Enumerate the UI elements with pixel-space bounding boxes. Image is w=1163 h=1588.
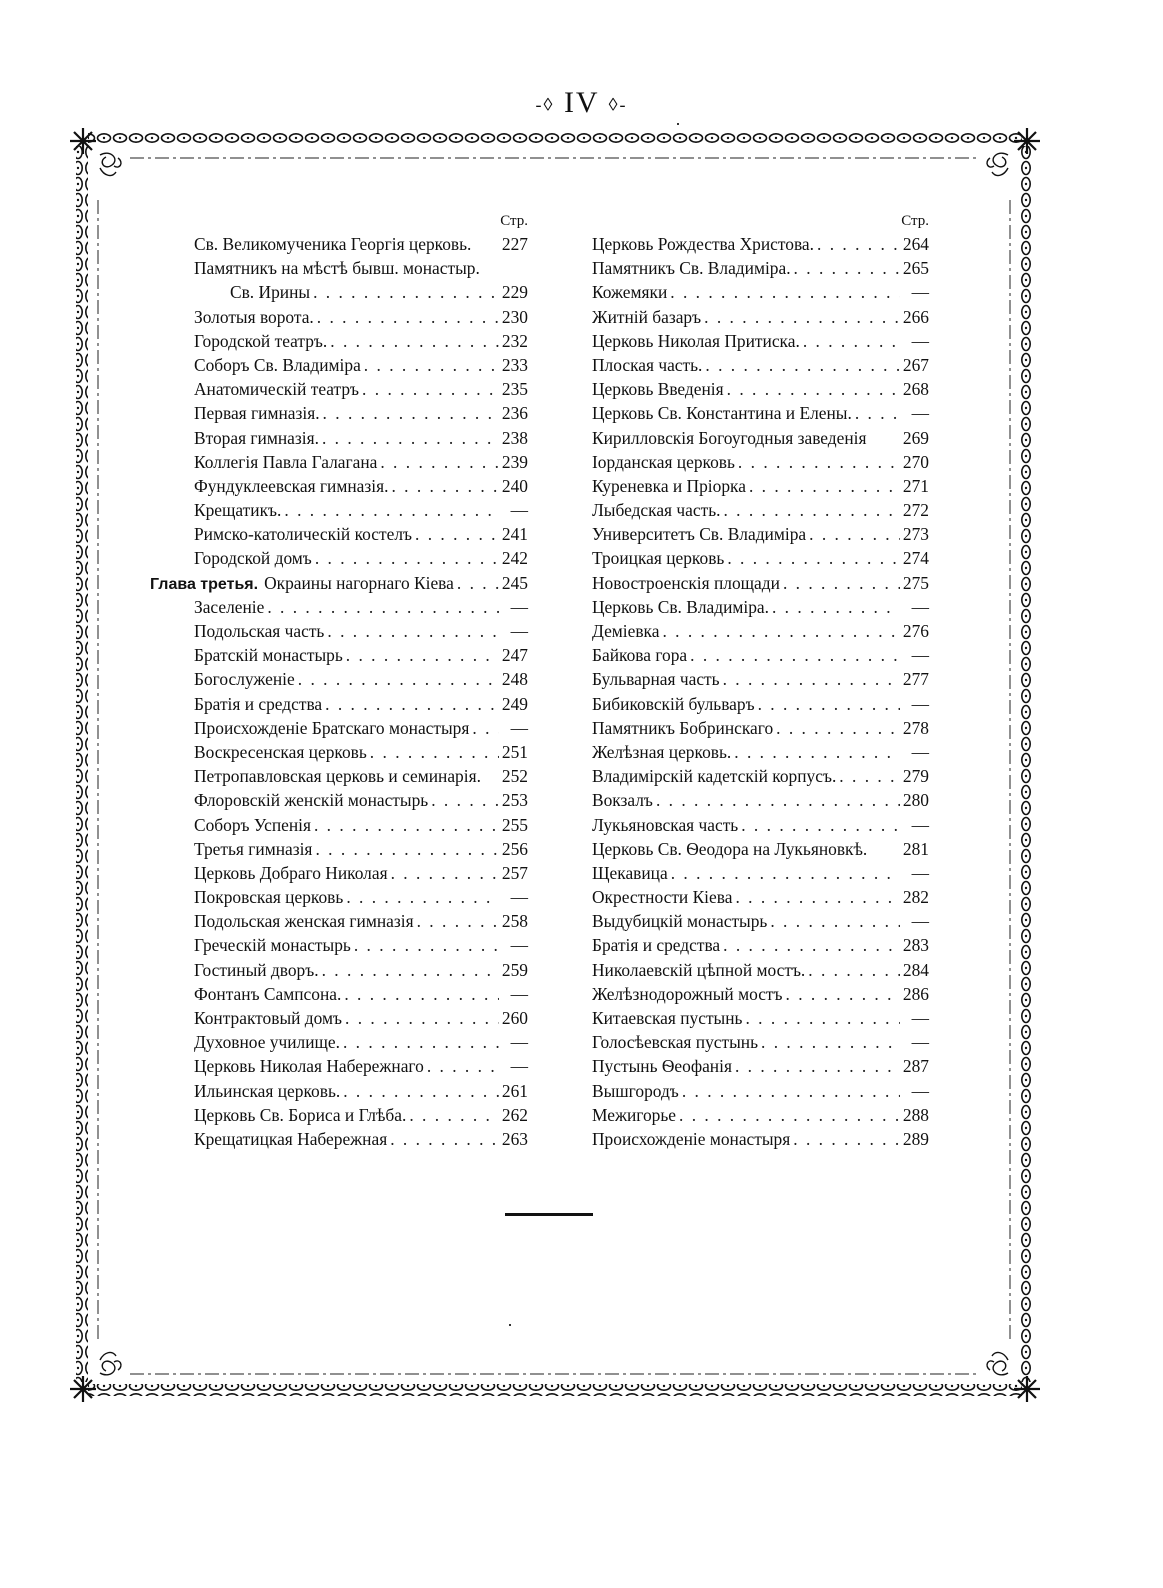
- toc-entry: Церковь Добраго Николая . . . 257: [150, 861, 528, 885]
- toc-entry: Братія и средства . . . 249: [150, 692, 528, 716]
- frame-left-chain: [76, 146, 88, 1382]
- toc-entry: Деміевка . . . 276: [592, 619, 929, 643]
- toc-entry: Коллегія Павла Галагана . . . 239: [150, 450, 528, 474]
- toc-entry: Контрактовый домъ . . . 260: [150, 1006, 528, 1030]
- toc-entry: Подольская часть . . . —: [150, 619, 528, 643]
- toc-entry: Соборъ Св. Владиміра . . . 233: [150, 353, 528, 377]
- toc-entry: Выдубицкій монастырь . . . —: [592, 909, 929, 933]
- toc-entry: Желѣзная церковь. . . . —: [592, 740, 929, 764]
- toc-entry: Богослуженіе . . . 248: [150, 667, 528, 691]
- ornament-left: -◊: [535, 94, 555, 115]
- toc-entry: Житній базаръ . . . 266: [592, 305, 929, 329]
- frame-bottom-chain: [88, 1384, 1022, 1396]
- toc-entry: Троицкая церковь . . . 274: [592, 546, 929, 570]
- toc-column-right: [592, 210, 929, 1151]
- toc-entry: Желѣзнодорожный мостъ . . . 286: [592, 982, 929, 1006]
- toc-entry: Городской театръ. . . . 232: [150, 329, 528, 353]
- toc-entry: Вокзалъ . . . 280: [592, 788, 929, 812]
- toc-entry: Бибиковскій бульваръ . . . —: [592, 692, 929, 716]
- toc-entry: Памятникъ Св. Владиміра. . . . 265: [592, 256, 929, 280]
- toc-entry: Третья гимназія . . . 256: [150, 837, 528, 861]
- toc-entry: Церковь Св. Владиміра. . . . —: [592, 595, 929, 619]
- toc-entry: Церковь Св. Константина и Елены. . . . —: [592, 401, 929, 425]
- toc-entry: Владимірскій кадетскій корпусъ. . . . 279: [592, 764, 929, 788]
- toc-entry: Николаевскій цѣпной мостъ. . . . 284: [592, 958, 929, 982]
- frame-top-chain: [88, 132, 1022, 144]
- toc-entry: Соборъ Успенія . . . 255: [150, 813, 528, 837]
- toc-entry: Происхожденіе Братскаго монастыря . . . —: [150, 716, 528, 740]
- toc-entry: Первая гимназія. . . . 236: [150, 401, 528, 425]
- toc-entry: Крещатицкая Набережная . . . 263: [150, 1127, 528, 1151]
- toc-entry: Кожемяки . . . —: [592, 280, 929, 304]
- toc-entry: Вышгородъ . . . —: [592, 1079, 929, 1103]
- toc-entry: Бульварная часть . . . 277: [592, 667, 929, 691]
- toc-entry: Церковь Николая Притиска. . . . —: [592, 329, 929, 353]
- ornament-right: ◊-: [608, 94, 628, 115]
- toc-entry: Происхожденіе монастыря . . . 289: [592, 1127, 929, 1151]
- toc-entry: Китаевская пустынь . . . —: [592, 1006, 929, 1030]
- toc-entry: Городской домъ . . . 242: [150, 546, 528, 570]
- toc-entry: Братскій монастырь . . . 247: [150, 643, 528, 667]
- toc-entry: Церковь Рождества Христова. . . . 264: [592, 232, 929, 256]
- toc-entry: Анатомическій театръ . . . 235: [150, 377, 528, 401]
- toc-entry: Щекавица . . . —: [592, 861, 929, 885]
- toc-entry: Университетъ Св. Владиміра . . . 273: [592, 522, 929, 546]
- toc-entry: Межигорье . . . 288: [592, 1103, 929, 1127]
- toc-entry: Римско-католическій костелъ . . . 241: [150, 522, 528, 546]
- toc-entry: Гостиный дворъ. . . . 259: [150, 958, 528, 982]
- closing-rule: [505, 1213, 593, 1216]
- toc-entry: Воскресенская церковь . . . 251: [150, 740, 528, 764]
- toc-entry: Пустынь Ѳеофанія . . . 287: [592, 1054, 929, 1078]
- toc-entry: Греческій монастырь . . . —: [150, 933, 528, 957]
- toc-entry: Байкова гора . . . —: [592, 643, 929, 667]
- toc-entry: Лукьяновская часть . . . —: [592, 813, 929, 837]
- page-col-label: Стр.: [901, 213, 929, 229]
- toc-entry: Окрестности Кіева . . . 282: [592, 885, 929, 909]
- toc-entry: Духовное училище. . . . —: [150, 1030, 528, 1054]
- toc-entry: Голосѣевская пустынь . . . —: [592, 1030, 929, 1054]
- toc-entry: Церковь Св. Бориса и Глѣба. . . . 262: [150, 1103, 528, 1127]
- toc-entry: Памятникъ на мѣстѣ бывш. монастыр.: [194, 258, 480, 279]
- toc-entry: Новостроенскія площади . . . 275: [592, 571, 929, 595]
- toc-entry: Подольская женская гимназія . . . 258: [150, 909, 528, 933]
- toc-entry: Церковь Св. Ѳеодора на Лукьяновкѣ. 281: [592, 838, 929, 859]
- toc-entry: Петропавловская церковь и семинарія. 252: [194, 766, 528, 787]
- toc-entry: Св. Великомученика Георгія церковь. 227: [194, 234, 528, 254]
- toc-entry: Фонтанъ Сампсона. . . . —: [150, 982, 528, 1006]
- print-speck: [509, 1324, 511, 1326]
- toc-entry: Церковь Введенія . . . 268: [592, 377, 929, 401]
- toc-entry: Лыбедская часть. . . . 272: [592, 498, 929, 522]
- toc-entry: Св. Ирины . . . 229: [150, 280, 528, 304]
- toc-entry: Братія и средства . . . 283: [592, 933, 929, 957]
- toc-entry: Заселеніе . . . —: [150, 595, 528, 619]
- toc-entry: Вторая гимназія. . . . 238: [150, 426, 528, 450]
- chapter-label: Глава третья.: [150, 575, 259, 593]
- toc-entry: Церковь Николая Набережнаго . . . —: [150, 1054, 528, 1078]
- toc-entry: Плоская часть. . . . 267: [592, 353, 929, 377]
- toc-entry: Золотыя ворота. . . . 230: [150, 305, 528, 329]
- toc-entry: Ильинская церковь. . . . 261: [150, 1079, 528, 1103]
- toc-entry: Фундуклеевская гимназія. . . . 240: [150, 474, 528, 498]
- toc-chapter-entry: Глава третья. Окраины нагорнаго Кіева . . . 245: [150, 571, 528, 595]
- toc-entry: Іорданская церковь . . . 270: [592, 450, 929, 474]
- toc-entry: Покровская церковь . . . —: [150, 885, 528, 909]
- frame-right-chain: [1020, 146, 1032, 1382]
- toc-entry: Памятникъ Бобринскаго . . . 278: [592, 716, 929, 740]
- toc-entry: Флоровскій женскій монастырь . . . 253: [150, 788, 528, 812]
- toc-entry: Куреневка и Пріорка . . . 271: [592, 474, 929, 498]
- toc-entry: Кирилловскія Богоугодныя заведенія 269: [592, 427, 929, 448]
- toc-column-left: [150, 210, 528, 1151]
- page-col-label: Стр.: [500, 213, 528, 229]
- page-number-text: IV: [563, 86, 600, 119]
- toc-entry: Крещатикъ. . . . —: [150, 498, 528, 522]
- print-speck: [677, 123, 679, 125]
